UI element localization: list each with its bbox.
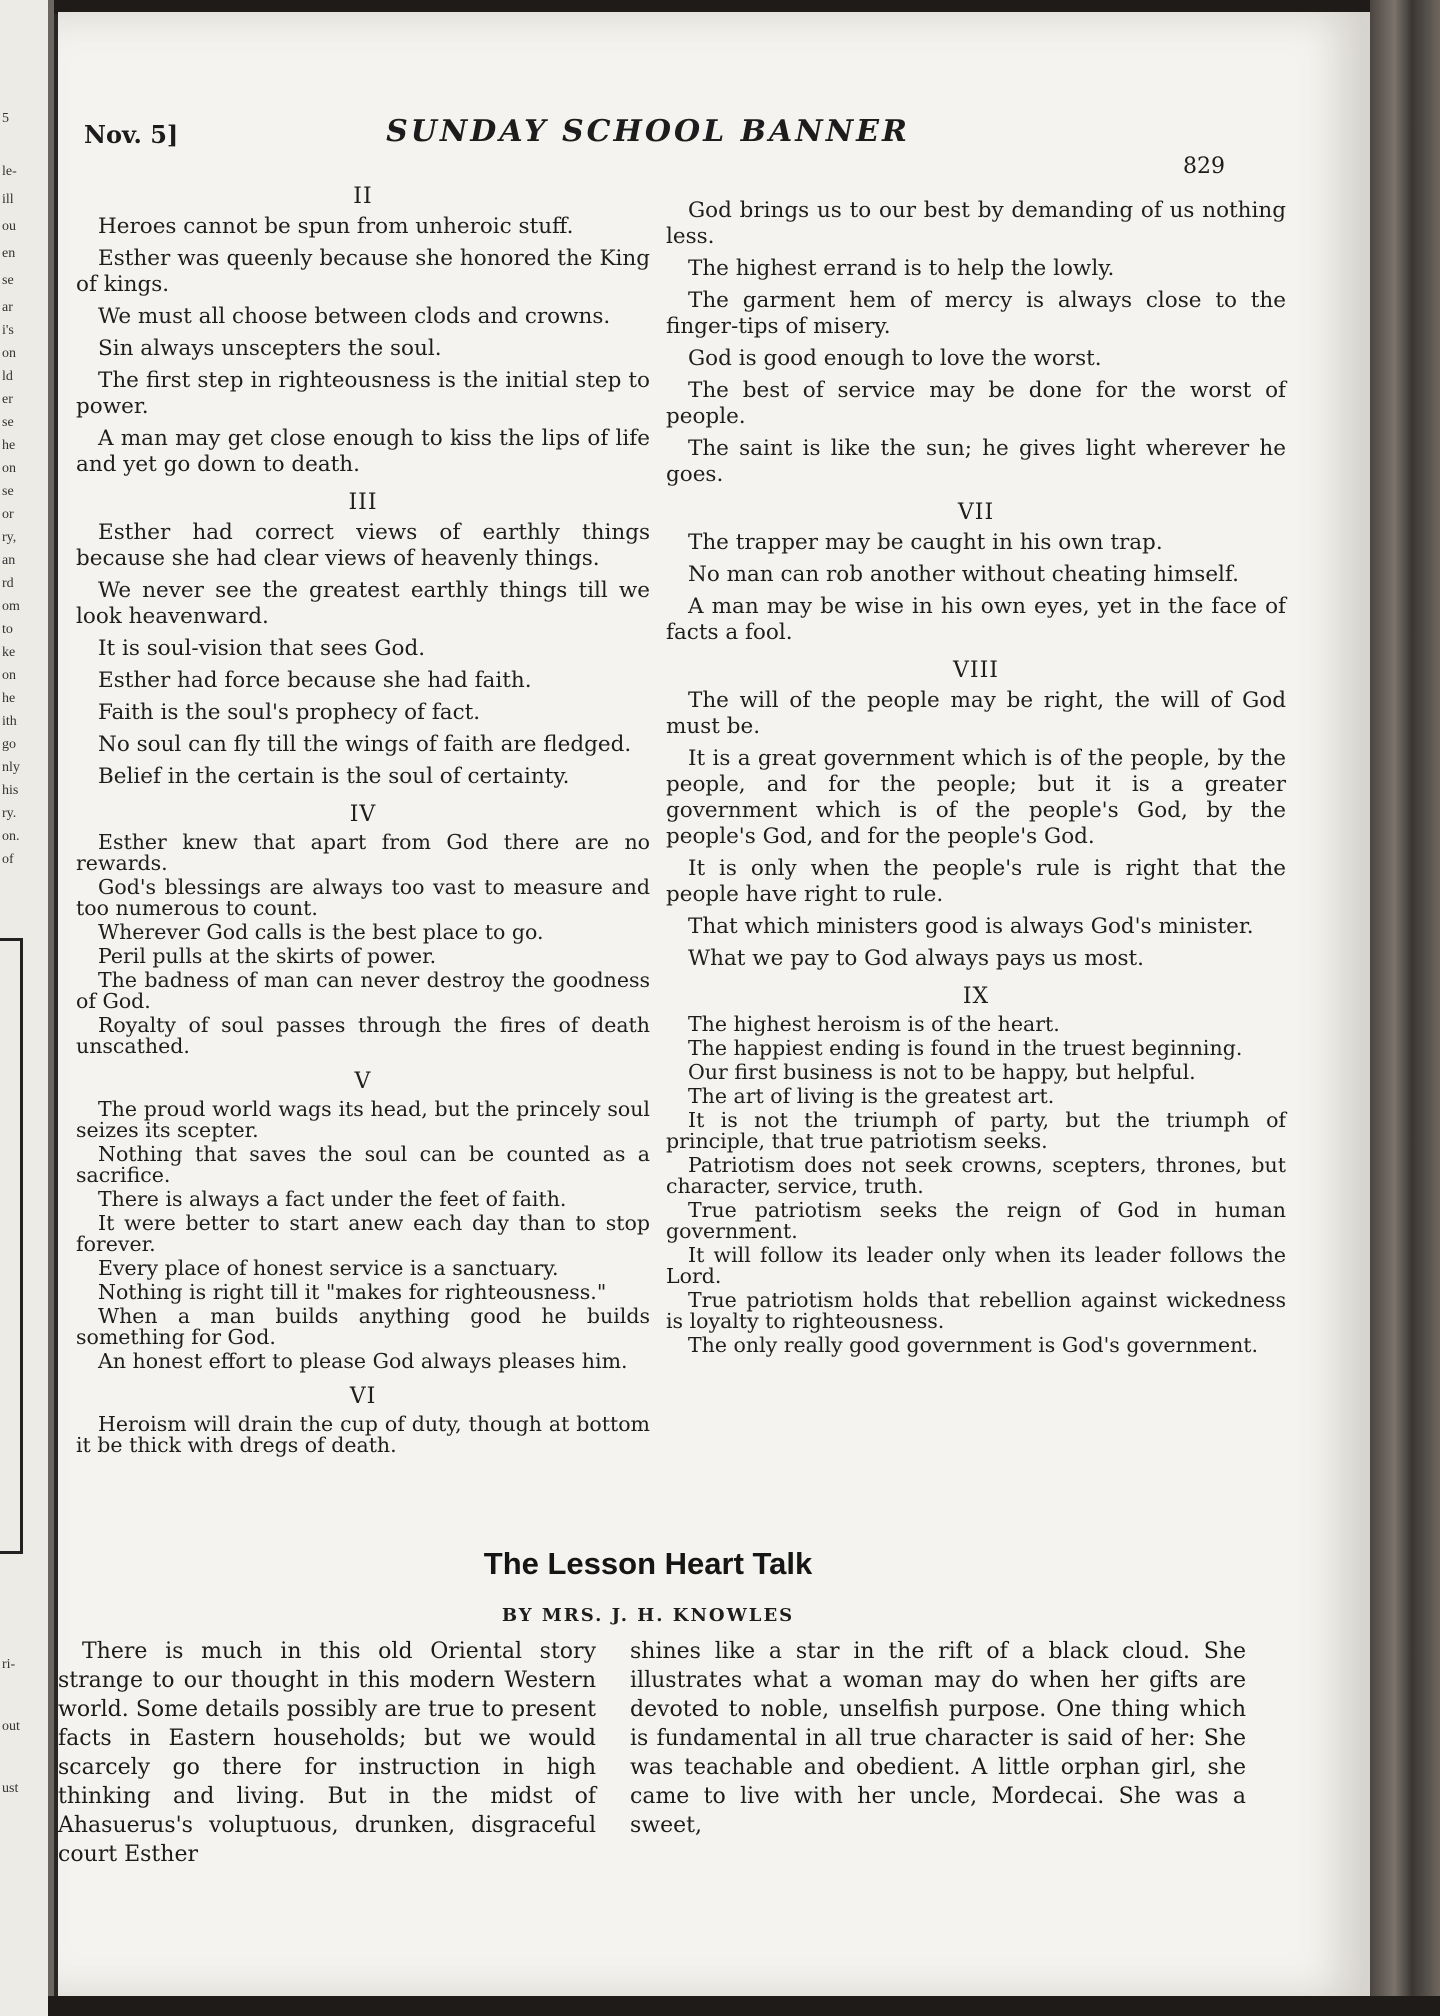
section-heading: VIII [953,658,999,683]
section-vi [76,1384,650,1456]
adjacent-page-text: his [2,783,19,798]
adjacent-page-text: ke [2,645,16,660]
bottom-shadow [48,1996,1440,2016]
article-body-left: There is much in this old Oriental story strange to our thought in this modern Western world. Some details possibly are true to present facts in Eastern households; but we would scarcely go there for instruction in high thinking and living. But in the midst of Ahasuerus's voluptuous, drunken, disgraceful court Esther [58,1639,596,1867]
adjacent-page-text: on [2,461,16,476]
aphorism: We never see the greatest earthly things till we look heavenward. [76,578,650,629]
adjacent-page-text: ar [2,300,13,315]
adjacent-page-strip [0,0,54,2016]
adjacent-page-text: of [2,852,14,867]
aphorism: Heroes cannot be spun from unheroic stuff. [98,214,574,239]
adjacent-page-text: he [2,691,16,706]
aphorism: The highest heroism is of the heart. [688,1012,1060,1036]
adjacent-page-text: se [2,415,14,430]
adjacent-page-text: go [2,737,16,752]
page-header [58,112,1238,179]
aphorism: God's blessings are always too vast to measure and too numerous to count. [76,875,650,920]
adjacent-page-text: le- [2,164,17,179]
aphorism: Faith is the soul's prophecy of fact. [98,700,481,725]
section-heading: VII [957,500,995,525]
aphorism: Esther had force because she had faith. [98,668,532,693]
section-iii [76,490,650,790]
article-body-right: shines like a star in the rift of a black cloud. She illustrates what a woman may do when her gifts are devoted to noble, unselfish purpose. One thing which is fundamental in all true character is said of her: She was teachable and obedient. A little orphan girl, she came to live with her uncle, Mordecai. She was a sweet, [630,1639,1246,1838]
aphorism: An honest effort to please God always pleases him. [98,1349,628,1373]
adjacent-page-box [0,938,23,1554]
adjacent-page-text: rd [2,576,14,591]
aphorism: The highest errand is to help the lowly. [688,256,1115,281]
adjacent-page-text: on. [2,829,20,844]
aphorism: Royalty of soul passes through the fires of death unscathed. [76,1013,650,1058]
adjacent-page-text: ry, [2,530,17,545]
adjacent-page-text: nly [2,760,20,775]
aphorism: It is soul-vision that sees God. [98,636,426,661]
aphorism: Nothing that saves the soul can be counted as a sacrifice. [76,1142,650,1187]
adjacent-page-text: an [2,553,16,568]
section-vii [666,500,1286,646]
adjacent-page-text: ld [2,369,13,384]
aphorism: Patriotism does not seek crowns, scepters, thrones, but character, service, truth. [666,1153,1286,1198]
adjacent-page-text: en [2,246,16,261]
adjacent-page-text: se [2,484,14,499]
aphorism: It were better to start anew each day than to stop forever. [76,1211,650,1256]
section-continued [666,198,1286,488]
aphorism: What we pay to God always pays us most. [688,946,1144,971]
aphorism: True patriotism holds that rebellion against wickedness is loyalty to righteousness. [666,1288,1286,1333]
aphorism: Heroism will drain the cup of duty, though at bottom it be thick with dregs of death. [76,1412,650,1457]
adjacent-page-text: ou [2,219,16,234]
adjacent-page-text: ri- [2,1657,16,1672]
aphorism: Belief in the certain is the soul of certainty. [98,764,570,789]
adjacent-page-text: om [2,599,20,614]
aphorism: No soul can fly till the wings of faith are fledged. [98,732,632,757]
aphorism: That which ministers good is always God's minister. [688,914,1254,939]
section-ix [666,984,1286,1356]
adjacent-page-text: or [2,507,14,522]
section-heading: V [354,1069,372,1094]
aphorism: The best of service may be done for the worst of people. [666,378,1286,429]
aphorism: Nothing is right till it "makes for righteousness." [98,1280,607,1304]
magazine-page [58,12,1370,1997]
aphorism: The proud world wags its head, but the princely soul seizes its scepter. [76,1097,650,1142]
adjacent-page-text: out [2,1719,20,1734]
aphorism: No man can rob another without cheating himself. [688,562,1239,587]
aphorism: There is always a fact under the feet of faith. [98,1187,567,1211]
page-number: 829 [1183,154,1225,179]
aphorism: It is a great government which is of the people, by the people, and for the people; but it is a greater government which is of the people's God, by the people's God, and for the people's God. [666,746,1286,849]
aphorism: Sin always unscepters the soul. [98,336,442,361]
right-column [666,198,1286,1359]
adjacent-page-text: on [2,668,16,683]
aphorism: The saint is like the sun; he gives light wherever he goes. [666,436,1286,487]
aphorism: Esther was queenly because she honored the King of kings. [76,246,650,297]
aphorism: God brings us to our best by demanding of us nothing less. [666,198,1286,249]
aphorism: Esther had correct views of earthly things because she had clear views of heavenly things. [76,520,650,571]
section-v [76,1069,650,1372]
aphorism: A man may get close enough to kiss the lips of life and yet go down to death. [76,426,650,477]
aphorism: Peril pulls at the skirts of power. [98,944,437,968]
adjacent-page-text: i's [2,323,14,338]
section-heading: II [353,184,373,209]
aphorism: The will of the people may be right, the will of God must be. [666,688,1286,739]
adjacent-page-text: se [2,273,14,288]
aphorism: The garment hem of mercy is always close to the finger-tips of misery. [666,288,1286,339]
aphorism: The art of living is the greatest art. [688,1084,1055,1108]
adjacent-page-text: ry. [2,806,17,821]
aphorism: Our first business is not to be happy, but helpful. [688,1060,1196,1084]
aphorism: It is only when the people's rule is right that the people have right to rule. [666,856,1286,907]
section-viii [666,658,1286,972]
aphorism: The first step in righteousness is the initial step to power. [76,368,650,419]
issue-date: Nov. 5] [84,120,179,149]
adjacent-page-text: ust [2,1781,19,1796]
aphorism: The trapper may be caught in his own trap. [688,530,1163,555]
publication-title: SUNDAY SCHOOL BANNER [386,114,910,149]
aphorism: It is not the triumph of party, but the triumph of principle, that true patriotism seeks. [666,1108,1286,1153]
section-heading: IV [349,802,377,827]
adjacent-page-text: ill [2,192,14,207]
adjacent-page-text: ith [2,714,17,729]
aphorism: When a man builds anything good he builds something for God. [76,1304,650,1349]
aphorism: The happiest ending is found in the truest beginning. [688,1036,1243,1060]
article-byline: BY MRS. J. H. KNOWLES [501,1605,795,1626]
aphorism: Wherever God calls is the best place to go. [98,920,544,944]
aphorism: Esther knew that apart from God there are no rewards. [76,830,650,875]
article-title: The Lesson Heart Talk [483,1546,813,1581]
aphorism: The badness of man can never destroy the goodness of God. [76,968,650,1013]
section-heading: VI [349,1384,377,1409]
adjacent-page-text: to [2,622,13,637]
aphorism: It will follow its leader only when its leader follows the Lord. [666,1243,1286,1288]
aphorism: A man may be wise in his own eyes, yet in the face of facts a fool. [666,594,1286,645]
left-column [76,184,650,1459]
adjacent-page-text: on [2,346,16,361]
section-heading: IX [962,984,990,1009]
adjacent-page-text: 5 [2,111,9,126]
aphorism: Every place of honest service is a sanctuary. [98,1256,559,1280]
book-spine [1370,0,1440,2016]
aphorism: The only really good government is God's government. [688,1333,1259,1357]
section-iv [76,802,650,1057]
section-ii [76,184,650,478]
adjacent-page-text: he [2,438,16,453]
adjacent-page-text: er [2,392,13,407]
section-heading: III [348,490,378,515]
aphorism: True patriotism seeks the reign of God in human government. [666,1198,1286,1243]
aphorism: We must all choose between clods and crowns. [98,304,611,329]
aphorism: God is good enough to love the worst. [688,346,1102,371]
